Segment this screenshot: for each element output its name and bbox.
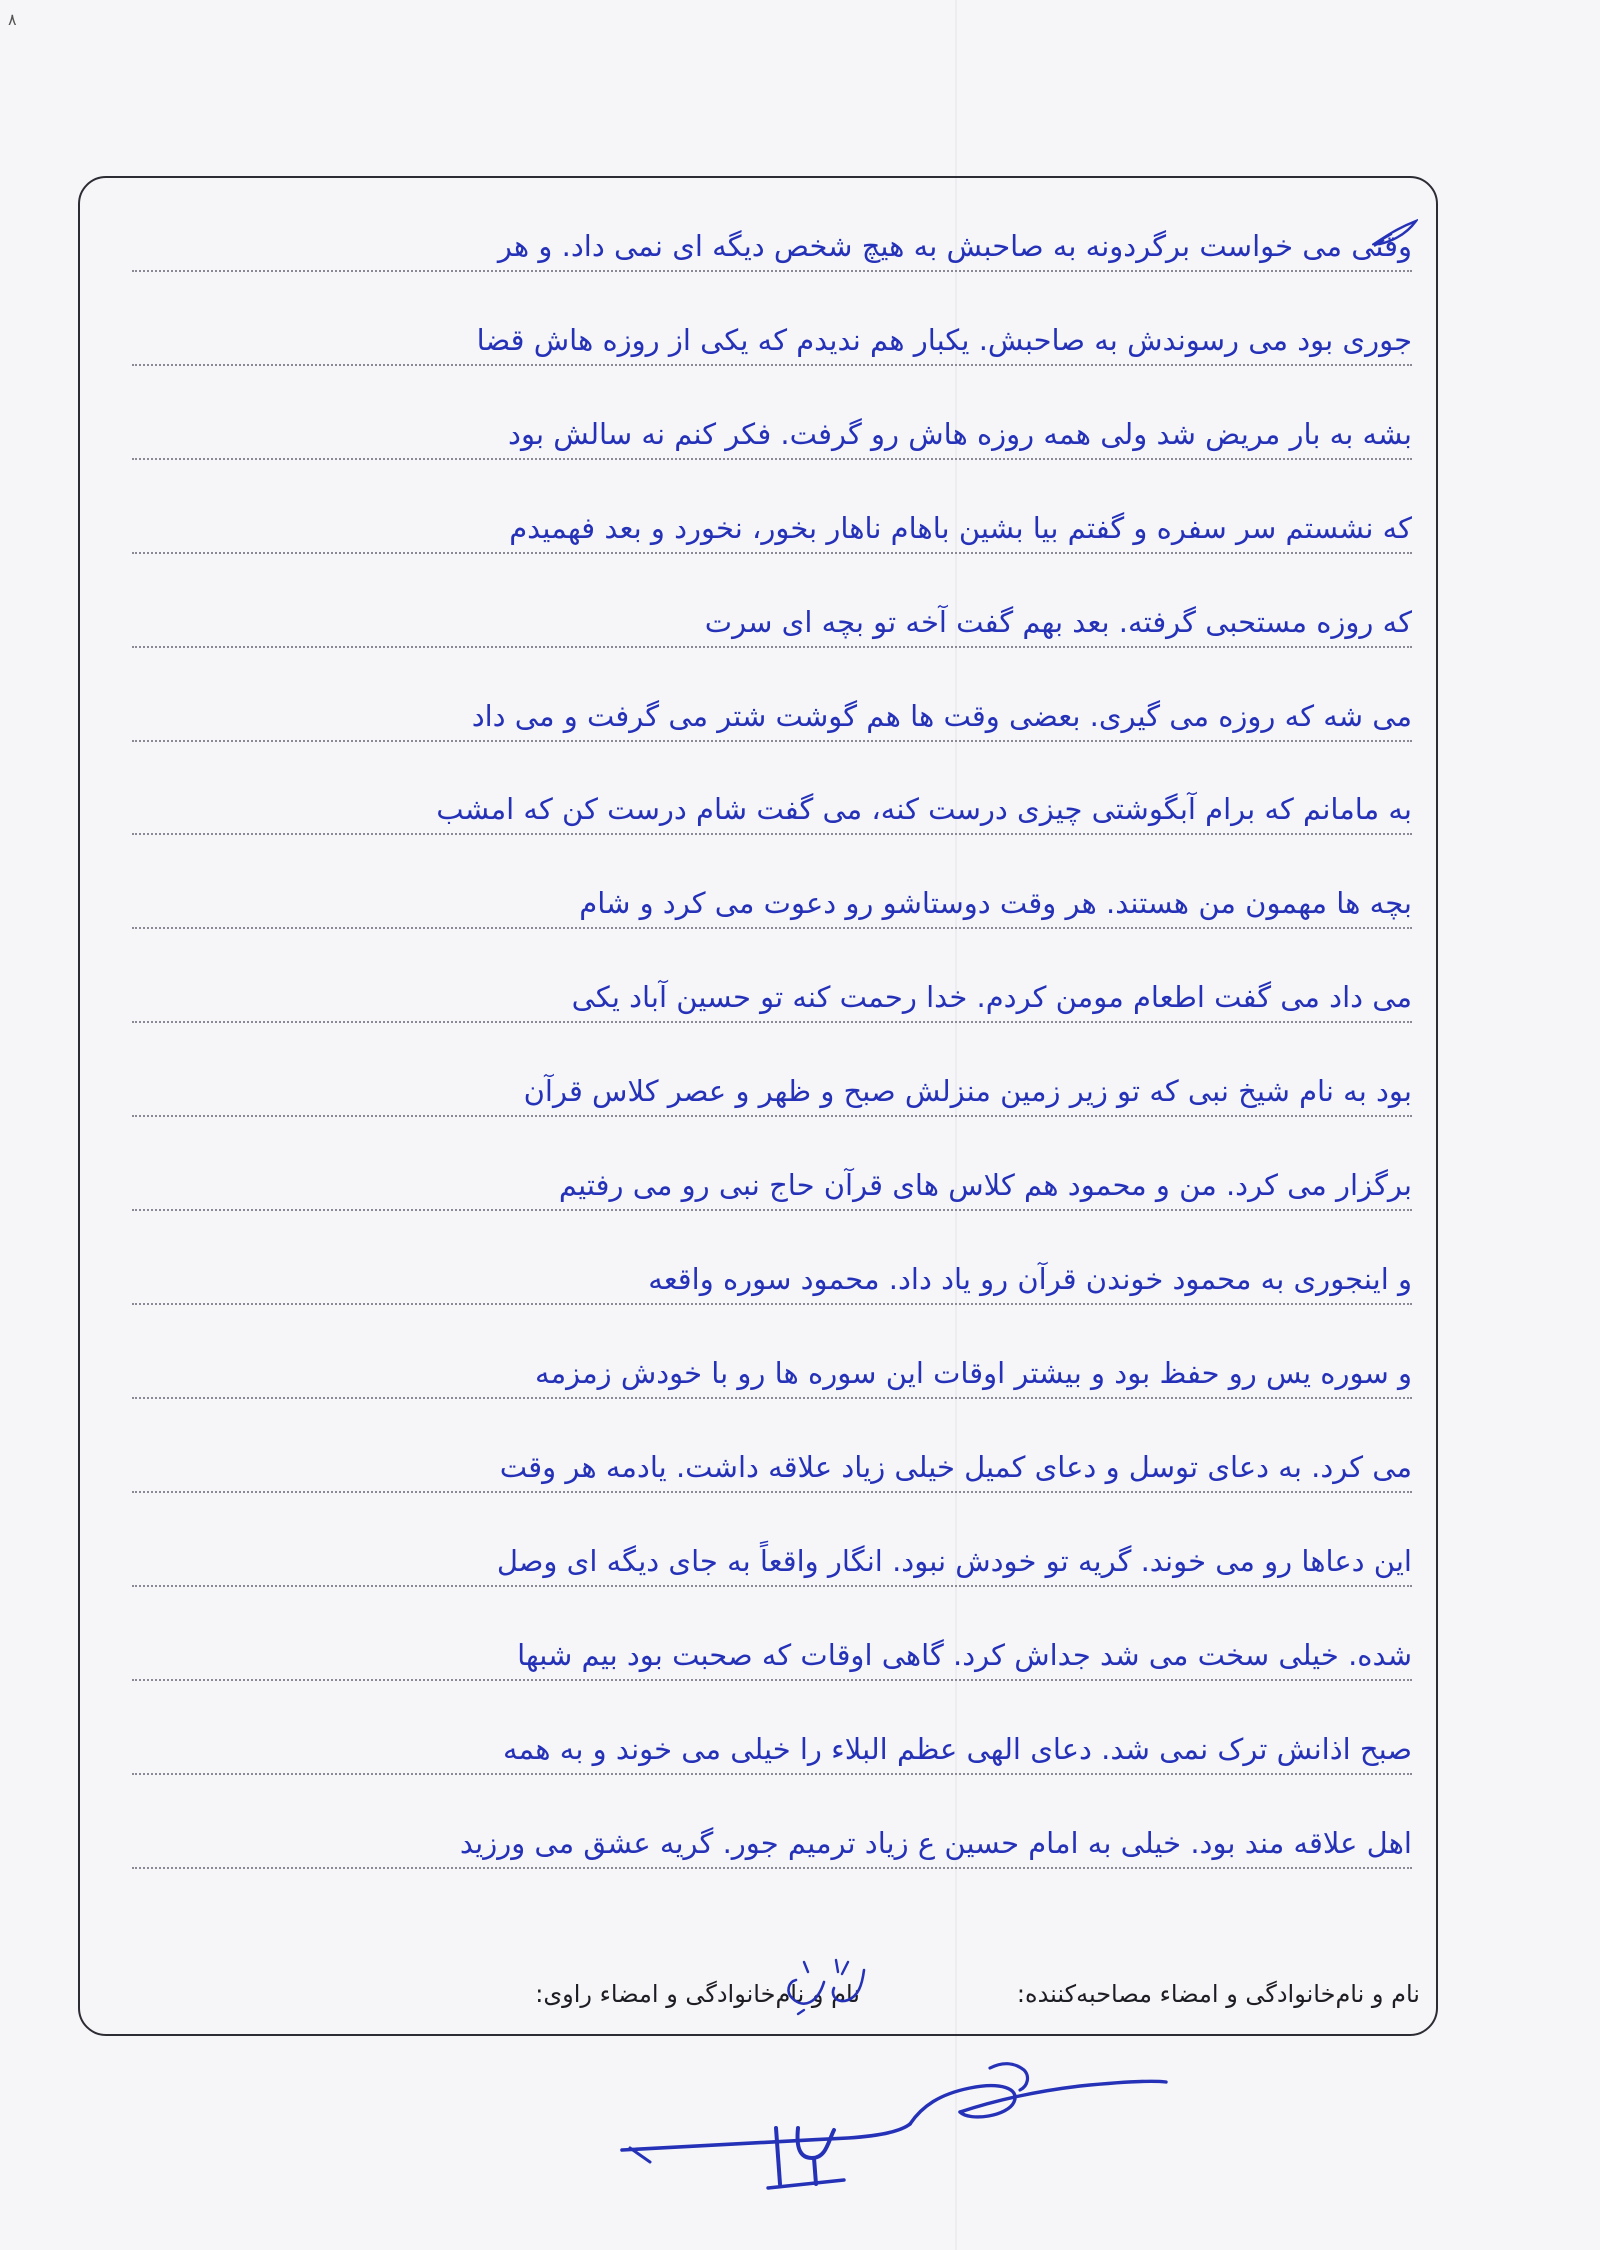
- handwritten-line-text: برگزار می کرد. من و محمود هم کلاس های قرآن حاج نبی رو می رفتیم: [558, 1168, 1412, 1202]
- signature-footer: [100, 1972, 1420, 2016]
- handwritten-line-text: وقتی می خواست برگردونه به صاحبش به هیچ شخص دیگه ای نمی داد. و هر: [497, 229, 1412, 263]
- ruled-line: [132, 692, 1412, 742]
- ruled-line: [132, 1631, 1412, 1681]
- ruled-line: [132, 1161, 1412, 1211]
- page-number: [760, 2118, 850, 2193]
- handwritten-line-text: بود به نام شیخ نبی که تو زیر زمین منزلش صبح و ظهر و عصر کلاس قرآن: [523, 1074, 1412, 1108]
- ruled-line: [132, 879, 1412, 929]
- ruled-line: [132, 1255, 1412, 1305]
- ruled-line: [132, 316, 1412, 366]
- ruled-line: [132, 222, 1412, 272]
- handwritten-line-text: می کرد. به دعای توسل و دعای کمیل خیلی زیاد علاقه داشت. یادمه هر وقت: [499, 1450, 1412, 1484]
- corner-mark: ۸: [8, 10, 17, 29]
- handwritten-line-text: شده. خیلی سخت می شد جداش کرد. گاهی اوقات که صحبت بود بیم شبها: [517, 1638, 1412, 1672]
- ruled-line: [132, 973, 1412, 1023]
- handwritten-line-text: جوری بود می رسوندش به صاحبش. یکبار هم ندیدم که یکی از روزه هاش قضا: [476, 323, 1412, 357]
- ruled-line: [132, 1067, 1412, 1117]
- handwritten-line-text: که نشستم سر سفره و گفتم بیا بشین باهام ناهار بخور، نخورد و بعد فهمیدم: [509, 511, 1412, 545]
- page-number-glyphs: [760, 2118, 850, 2193]
- narrator-signature: [610, 2042, 1170, 2177]
- handwritten-line-text: بشه به بار مریض شد ولی همه روزه هاش رو گرفت. فکر کنم نه سالش بود: [508, 417, 1412, 451]
- handwritten-line-text: می داد می گفت اطعام مومن کردم. خدا رحمت کنه تو حسین آباد یکی: [571, 980, 1412, 1014]
- ruled-line: [132, 785, 1412, 835]
- handwritten-line-text: صبح اذانش ترک نمی شد. دعای الهی عظم البلاء را خیلی می خوند و به همه: [502, 1732, 1412, 1766]
- ruled-line: [132, 1537, 1412, 1587]
- interviewer-signature: [778, 1952, 874, 2022]
- ruled-line: [132, 410, 1412, 460]
- handwritten-line-text: می شه که روزه می گیری. بعضی وقت ها هم گوشت شتر می گرفت و می داد: [471, 699, 1412, 733]
- handwritten-line-text: و اینجوری به محمود خوندن قرآن رو یاد داد. محمود سوره واقعه: [648, 1262, 1412, 1296]
- ruled-line: [132, 1725, 1412, 1775]
- handwritten-line-text: به مامانم که برام آبگوشتی چیزی درست کنه، می گفت شام درست کن که امشب: [436, 792, 1412, 826]
- ruled-line: [132, 1819, 1412, 1869]
- narrator-label: نام و نام‌خانوادگی و امضاء راوی:: [535, 1980, 860, 2008]
- interviewer-label: نام و نام‌خانوادگی و امضاء مصاحبه‌کننده:: [1016, 1980, 1420, 2008]
- handwritten-line-text: و سوره یس رو حفظ بود و بیشتر اوقات این سوره ها رو با خودش زمزمه: [535, 1356, 1412, 1390]
- handwritten-line-text: اهل علاقه مند بود. خیلی به امام حسین ع زیاد ترمیم جور. گریه عشق می ورزید: [459, 1826, 1412, 1860]
- handwritten-line-text: بچه ها مهمون من هستند. هر وقت دوستاشو رو دعوت می کرد و شام: [579, 886, 1412, 920]
- handwritten-line-text: که روزه مستحبی گرفته. بعد بهم گفت آخه تو بچه ای سرت: [704, 605, 1412, 639]
- ruled-line: [132, 504, 1412, 554]
- ruled-line: [132, 598, 1412, 648]
- ruled-line: [132, 1443, 1412, 1493]
- ruled-line: [132, 1349, 1412, 1399]
- handwritten-line-text: این دعاها رو می خوند. گریه تو خودش نبود. انگار واقعاً به جای دیگه ای وصل: [496, 1544, 1412, 1578]
